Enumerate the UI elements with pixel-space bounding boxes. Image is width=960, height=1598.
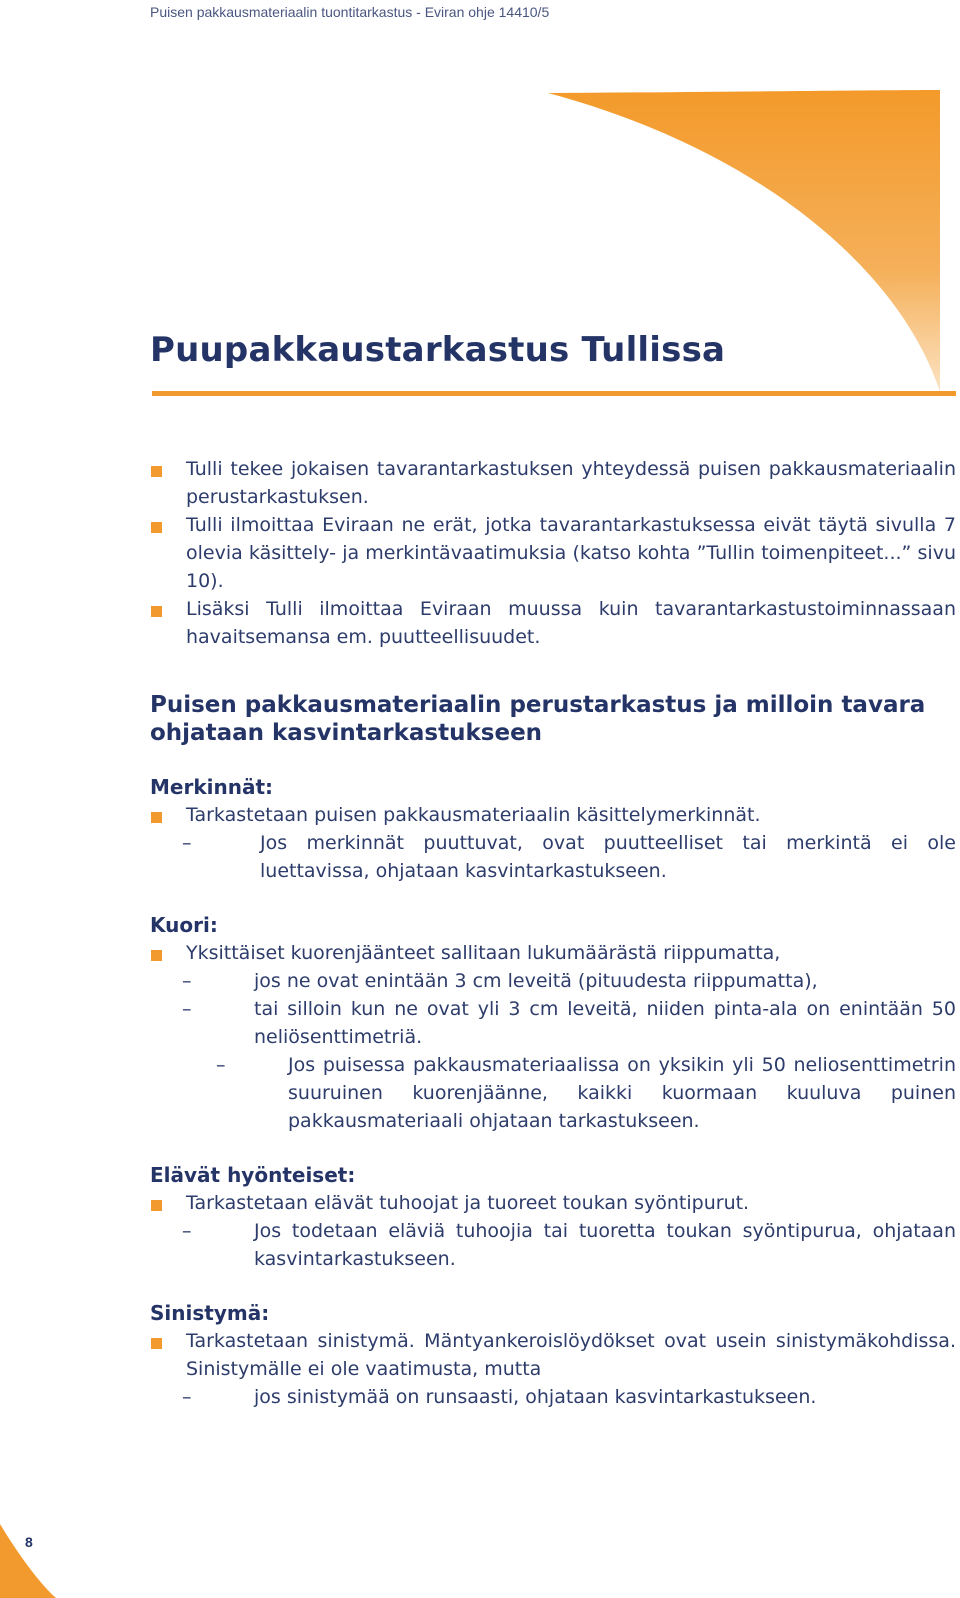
page-number: 8 bbox=[25, 1534, 33, 1550]
kuori-dash: – jos ne ovat enintään 3 cm leveitä (pituudesta riippumatta), bbox=[150, 967, 956, 995]
section-heading: Puisen pakkausmateriaalin perustarkastus ja milloin tavara ohjataan kasvintarkastukseen bbox=[150, 692, 926, 746]
kuori-list bbox=[150, 939, 956, 967]
elavat-bullet: Tarkastetaan elävät tuhoojat ja tuoreet toukan syöntipurut. bbox=[150, 1189, 956, 1217]
page-title: Puupakkaustarkastus Tullissa bbox=[150, 330, 726, 370]
content bbox=[150, 455, 956, 1411]
intro-bullet: Lisäksi Tulli ilmoittaa Eviraan muussa kuin tavarantarkastustoiminnassaan havaitsemansa em. puutteellisuudet. bbox=[150, 595, 956, 651]
title-underline bbox=[152, 391, 956, 396]
merkinnat-dash: – Jos merkinnät puuttuvat, ovat puutteelliset tai merkintä ei ole luettavissa, ohjataan kasvintarkastukseen. bbox=[150, 829, 956, 885]
kuori-bullet: Yksittäiset kuorenjäänteet sallitaan lukumäärästä riippumatta, bbox=[150, 939, 956, 967]
sinistyma-list bbox=[150, 1327, 956, 1383]
intro-bullet: Tulli tekee jokaisen tavarantarkastuksen yhteydessä puisen pakkausmateriaalin perustarkastuksen. bbox=[150, 455, 956, 511]
kuori-nested-dash: – Jos puisessa pakkausmateriaalissa on yksikin yli 50 neliosenttimetrin suuruinen kuorenjäänne, kaikki kuormaan kuuluva puinen pakkausmateriaali ohjataan tarkastukseen. bbox=[150, 1051, 956, 1135]
sinistyma-label: Sinistymä: bbox=[150, 1301, 270, 1325]
sinistyma-bullet: Tarkastetaan sinistymä. Mäntyankeroislöydökset ovat usein sinistymäkohdissa. Sinistymälle ei ole vaatimusta, mutta bbox=[150, 1327, 956, 1383]
kuori-dash: – tai silloin kun ne ovat yli 3 cm leveitä, niiden pinta-ala on enintään 50 neliösenttimetriä. bbox=[150, 995, 956, 1051]
intro-bullet: Tulli ilmoittaa Eviraan ne erät, jotka tavarantarkastuksessa eivät täytä sivulla 7 olevia käsittely- ja merkintävaatimuksia (katso kohta ”Tullin toimenpiteet...” sivu 10). bbox=[150, 511, 956, 595]
sinistyma-dash: – jos sinistymää on runsaasti, ohjataan kasvintarkastukseen. bbox=[150, 1383, 956, 1411]
elavat-list bbox=[150, 1189, 956, 1217]
elavat-dash: – Jos todetaan eläviä tuhoojia tai tuoretta toukan syöntipurua, ohjataan kasvintarkastukseen. bbox=[150, 1217, 956, 1273]
intro-list bbox=[150, 455, 956, 651]
merkinnat-list bbox=[150, 801, 956, 829]
merkinnat-bullet: Tarkastetaan puisen pakkausmateriaalin käsittelymerkinnät. bbox=[150, 801, 956, 829]
merkinnat-label: Merkinnät: bbox=[150, 775, 274, 799]
kuori-label: Kuori: bbox=[150, 913, 218, 937]
running-header: Puisen pakkausmateriaalin tuontitarkastus - Eviran ohje 14410/5 bbox=[150, 4, 550, 20]
elavat-label: Elävät hyönteiset: bbox=[150, 1163, 356, 1187]
